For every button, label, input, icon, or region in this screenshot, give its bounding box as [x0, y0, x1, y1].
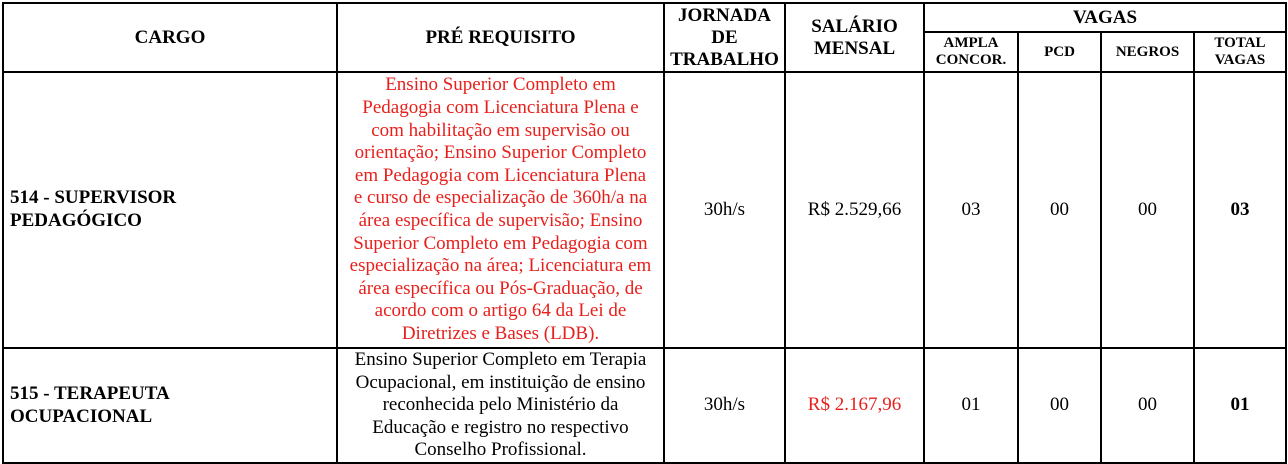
ampla-cell: 01 [924, 348, 1018, 463]
header-total: TOTAL VAGAS [1194, 32, 1286, 72]
requisito-line: com habilitação em supervisão ou [371, 119, 630, 141]
requisito-line: Educação e registro no respectivo [372, 416, 629, 438]
table-row [3, 72, 1286, 348]
header-cargo: CARGO [3, 3, 337, 72]
vacancy-table [2, 2, 1287, 464]
header-row-1 [3, 3, 1286, 32]
header-salario: SALÁRIO MENSAL [785, 3, 924, 72]
header-ampla: AMPLA CONCOR. [924, 32, 1018, 72]
header-pcd: PCD [1018, 32, 1101, 72]
requisito-line: Ensino Superior Completo em Terapia [354, 349, 647, 371]
requisito-line: reconhecida pelo Ministério da [382, 394, 619, 416]
requisito-line: Conselho Profissional. [414, 439, 587, 461]
ampla-cell: 03 [924, 72, 1018, 348]
salario-cell: R$ 2.529,66 [785, 72, 924, 348]
jornada-cell: 30h/s [664, 72, 785, 348]
total-cell: 01 [1194, 348, 1286, 463]
requisito-line: Ensino Superior Completo em [385, 74, 616, 96]
salario-cell: R$ 2.167,96 [785, 348, 924, 463]
cargo-cell: 515 - TERAPEUTA OCUPACIONAL [3, 348, 337, 463]
requisito-line: orientação; Ensino Superior Completo [354, 142, 647, 164]
negros-cell: 00 [1101, 348, 1194, 463]
header-jornada: JORNADA DE TRABALHO [664, 3, 785, 72]
header-vagas: VAGAS [924, 3, 1286, 32]
pcd-cell: 00 [1018, 72, 1101, 348]
header-negros: NEGROS [1101, 32, 1194, 72]
requisito-line: área específica de supervisão; Ensino [358, 210, 643, 231]
requisito-line: em Pedagogia com Licenciatura Plena [354, 164, 647, 186]
table-row [3, 348, 1286, 463]
requisito-line: Superior Completo em Pedagogia com [353, 232, 648, 254]
header-pre-requisito: PRÉ REQUISITO [337, 3, 664, 72]
requisito-line: Pedagogia com Licenciatura Plena e [362, 97, 639, 119]
pcd-cell: 00 [1018, 348, 1101, 463]
requisito-cell [337, 348, 664, 463]
requisito-line: Diretrizes e Bases (LDB). [401, 322, 600, 344]
requisito-line: especialização na área; Licenciatura em [349, 255, 652, 277]
cargo-cell: 514 - SUPERVISOR PEDAGÓGICO [3, 72, 337, 348]
requisito-cell [337, 72, 664, 348]
jornada-cell: 30h/s [664, 348, 785, 463]
requisito-line: área específica ou Pós-Graduação, de [358, 277, 643, 299]
requisito-line: e curso de especialização de 360h/a na [353, 187, 648, 209]
requisito-line: acordo com o artigo 64 da Lei de [374, 300, 627, 322]
negros-cell: 00 [1101, 72, 1194, 348]
total-cell: 03 [1194, 72, 1286, 348]
requisito-line: Ocupacional, em instituição de ensino [355, 371, 646, 393]
